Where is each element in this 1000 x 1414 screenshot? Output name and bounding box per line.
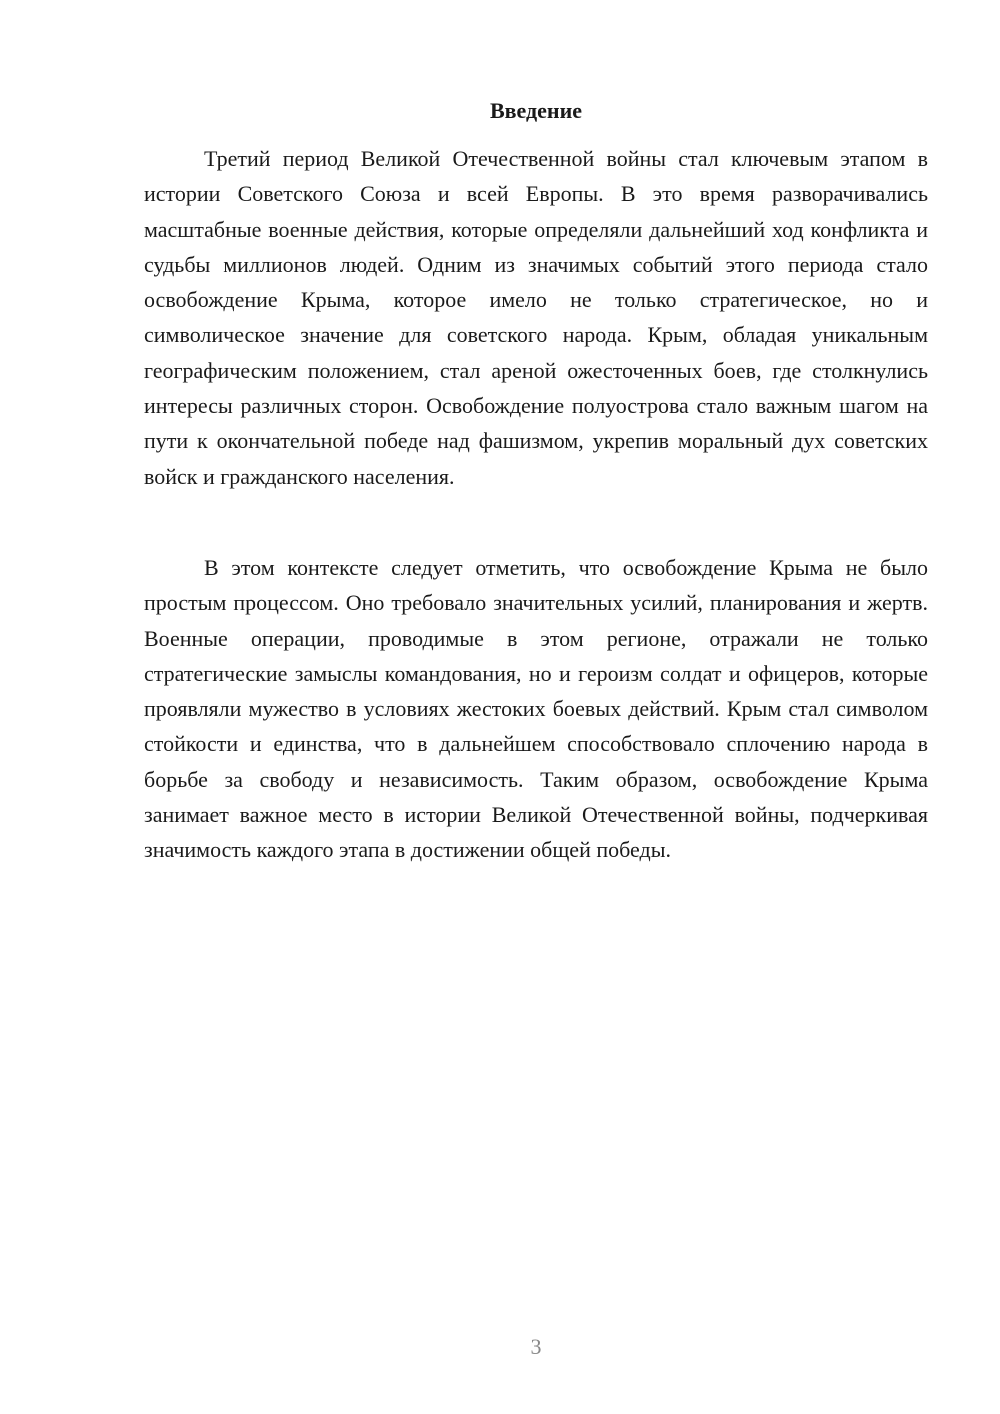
paragraph-2: В этом контексте следует отметить, что освобождение Крыма не было простым процессом. Оно требовало значительных усилий, планирования и жертв. Военные операции, проводимые в этом регионе, отражали не только стратегические замыслы командования, но и героизм солдат и офицеров, которые проявляли мужество в условиях жестоких боевых действий. Крым стал символом стойкости и единства, что в дальнейшем способствовало сплочению народа в борьбе за свободу и независимость. Таким образом, освобождение Крыма занимает важное место в истории Великой Отечественной войны, подчеркивая значимость каждого этапа в достижении общей победы. <box>144 555 928 863</box>
paragraph-1: Третий период Великой Отечественной войны стал ключевым этапом в истории Советского Союза и всей Европы. В это время разворачивались масштабные военные действия, которые определяли дальнейший ход конфликта и судьбы миллионов людей. Одним из значимых событий этого периода стало освобождение Крыма, которое имело не только стратегическое, но и символическое значение для советского народа. Крым, обладая уникальным географическим положением, стал ареной ожесточенных боев, где столкнулись интересы различных сторон. Освобождение полуострова стало важным шагом на пути к окончательной победе над фашизмом, укрепив моральный дух советских войск и гражданского населения. <box>144 146 928 489</box>
page-number: 3 <box>530 1334 542 1359</box>
section-heading: Введение <box>489 98 583 123</box>
